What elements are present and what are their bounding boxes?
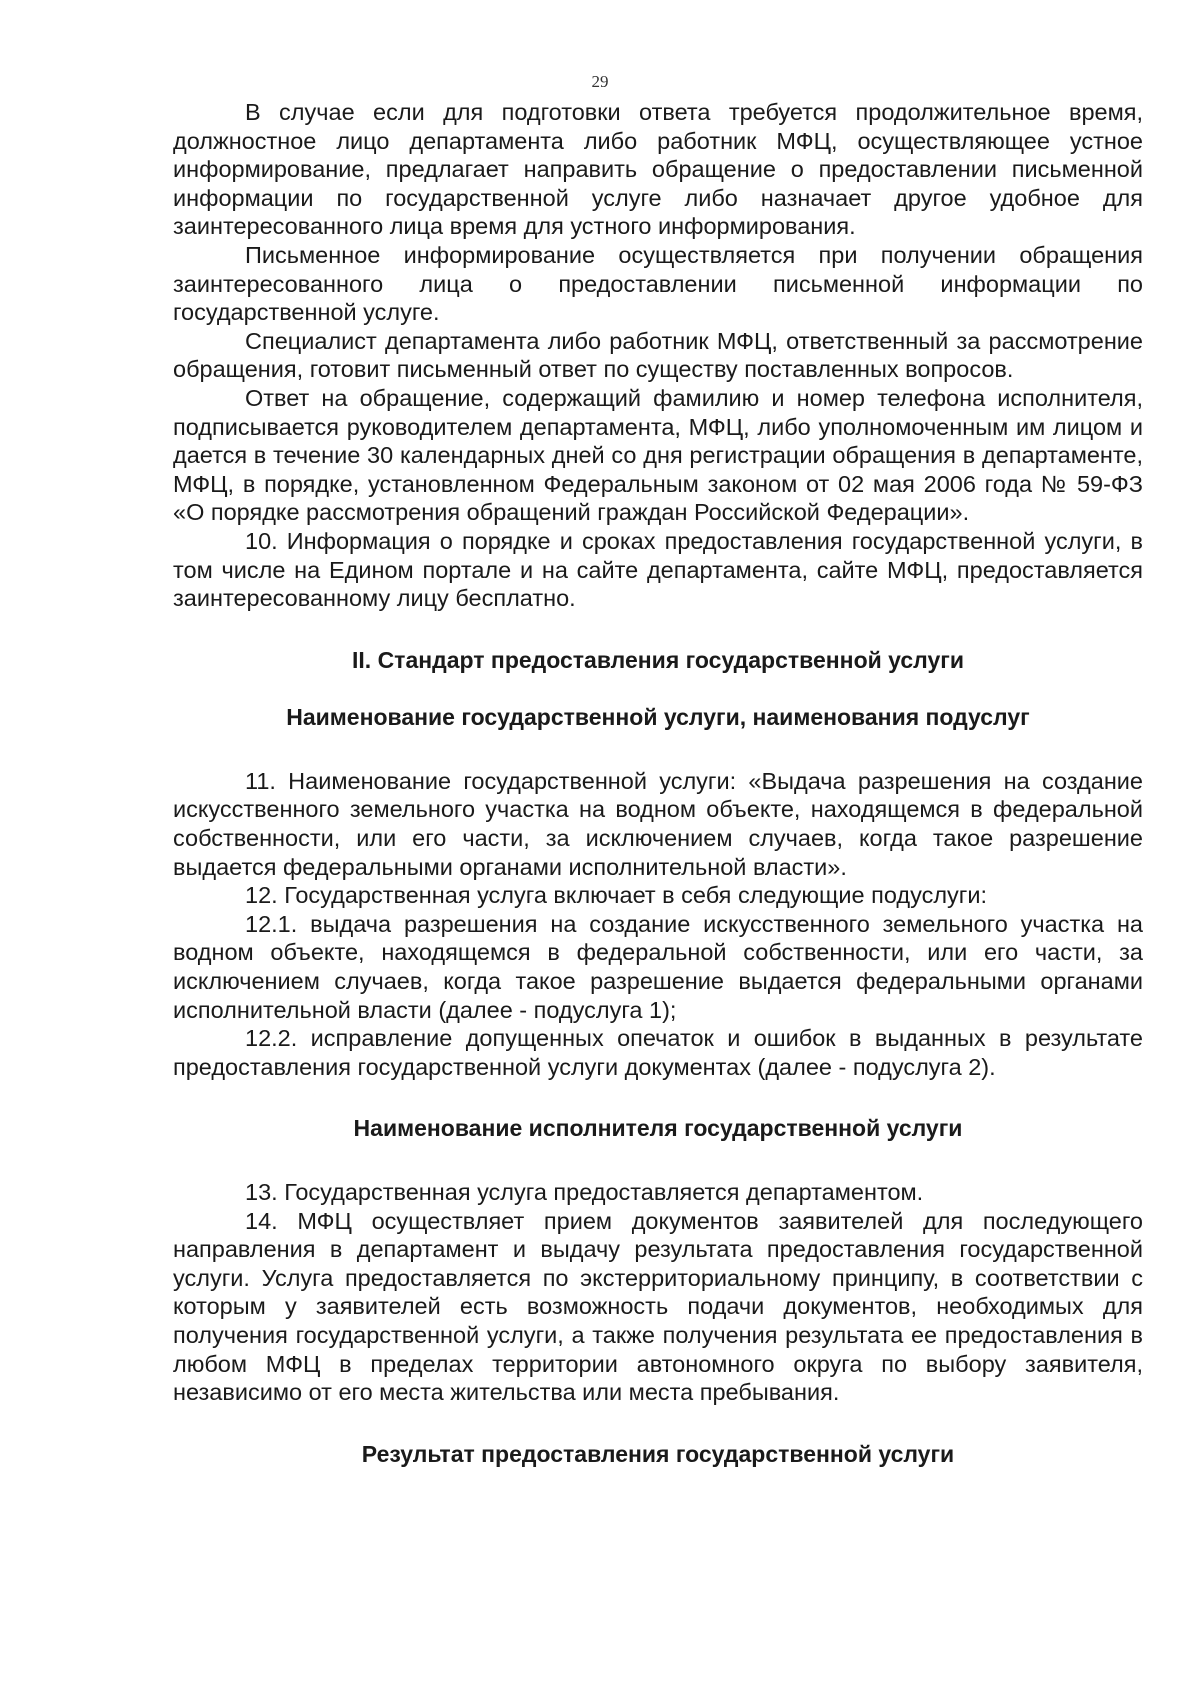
paragraph: 13. Государственная услуга предоставляется департаментом. [245, 1179, 924, 1205]
paragraph: 11. Наименование государственной услуги: «Выдача разрешения на создание искусственного земельного участка на водном объекте, находящемся в федеральной собственности, или его части, за исключением случаев, когда такое разрешение выдается федеральными органами исполнительной власти». [173, 767, 1143, 880]
subsection-heading: Результат предоставления государственной услуги [361, 1440, 955, 1467]
paragraph: Ответ на обращение, содержащий фамилию и номер телефона исполнителя, подписывается руководителем департамента, МФЦ, либо уполномоченным им лицом и дается в течение 30 календарных дней со дня регистрации обращения в департаменте, МФЦ, в порядке, установленном Федеральным законом от 02 мая 2006 года № 59-ФЗ «О порядке рассмотрения обращений граждан Российской Федерации». [173, 384, 1143, 526]
paragraph: Специалист департамента либо работник МФЦ, ответственный за рассмотрение обращения, готовит письменный ответ по существу поставленных вопросов. [173, 327, 1143, 383]
subsection-heading: Наименование исполнителя государственной услуги [353, 1115, 963, 1142]
paragraph: В случае если для подготовки ответа требуется продолжительное время, должностное лицо департамента либо работник МФЦ, осуществляющее устное информирование, предлагает направить обращение о предоставлении письменной информации по государственной услуге либо назначает другое удобное для заинтересованного лица время для устного информирования. [173, 99, 1143, 240]
paragraph: Письменное информирование осуществляется при получении обращения заинтересованного лица о предоставлении письменной информации по государственной услуге. [173, 241, 1143, 326]
document-body [173, 98, 1143, 1468]
paragraph: 14. МФЦ осуществляет прием документов заявителей для последующего направления в департамент и выдачу результата предоставления государственной услуги. Услуга предоставляется по экстерриториальному принципу, в соответствии с которым у заявителей есть возможность подачи документов, необходимых для получения государственной услуги, а также получения результата ее предоставления в любом МФЦ в пределах территории автономного округа по выбору заявителя, независимо от его места жительства или места пребывания. [173, 1207, 1143, 1406]
page-number: 29 [591, 72, 609, 91]
section-heading: II. Стандарт предоставления государственной услуги [352, 646, 964, 673]
paragraph: 12.1. выдача разрешения на создание искусственного земельного участка на водном объекте, находящемся в федеральной собственности, или его части, за исключением случаев, когда такое разрешение выдается федеральными органами исполнительной власти (далее - подуслуга 1); [173, 910, 1143, 1023]
paragraph: 12. Государственная услуга включает в себя следующие подуслуги: [245, 882, 988, 909]
subsection-heading: Наименование государственной услуги, наименования подуслуг [286, 704, 1030, 731]
paragraph: 12.2. исправление допущенных опечаток и ошибок в выданных в результате предоставления государственной услуги документах (далее - подуслуга 2). [173, 1025, 1143, 1080]
paragraph: 10. Информация о порядке и сроках предоставления государственной услуги, в том числе на Едином портале и на сайте департамента, сайте МФЦ, предоставляется заинтересованному лицу бесплатно. [173, 527, 1143, 612]
